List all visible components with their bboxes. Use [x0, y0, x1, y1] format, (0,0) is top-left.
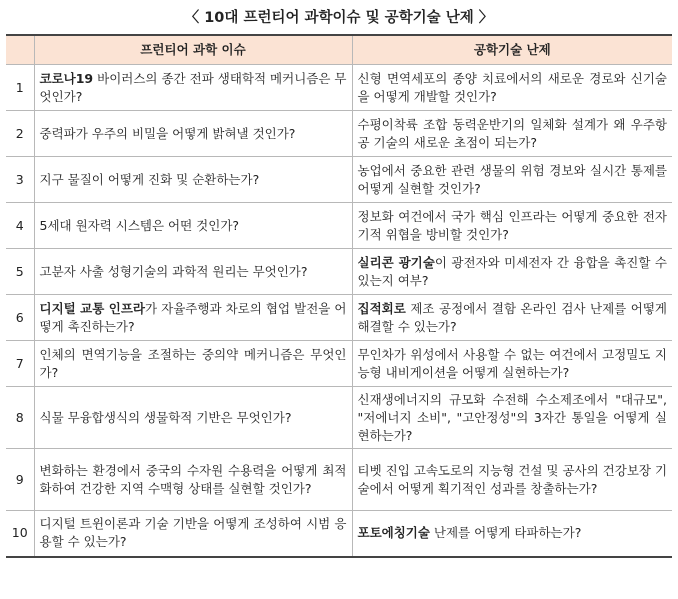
page-title: 〈 10대 프런티어 과학이슈 및 공학기술 난제 〉 — [184, 10, 494, 26]
science-cell — [34, 65, 352, 111]
engineering-bold-term: 실리콘 광기술 — [357, 254, 435, 270]
engineering-cell — [352, 249, 672, 295]
science-text: 가 자율주행과 차로의 협업 발전을 어떻게 촉진하는가? — [39, 300, 347, 334]
engineering-cell — [352, 511, 672, 557]
science-cell — [34, 157, 352, 203]
science-text: 바이러스의 종간 전파 생태학적 메커니즘은 무엇인가? — [39, 70, 347, 104]
engineering-bold-term: 포토에칭기술 — [357, 525, 430, 541]
row-number: 10 — [6, 511, 34, 557]
engineering-text: 신형 면역세포의 종양 치료에서의 새로운 경로와 신기술을 어떻게 개발할 것인가? — [357, 70, 667, 104]
engineering-text: 이 광전자와 미세전자 간 융합을 촉진할 수 있는지 여부? — [357, 254, 667, 288]
engineering-text: 무인차가 위성에서 사용할 수 없는 여건에서 고정밀도 지능형 내비게이션을 어떻게 실현하는가? — [357, 346, 667, 380]
table-row — [6, 111, 672, 157]
row-number: 5 — [6, 249, 34, 295]
table-row — [6, 387, 672, 449]
table-row — [6, 249, 672, 295]
science-text: 인체의 면역기능을 조절하는 중의약 메커니즘은 무엇인가? — [39, 346, 347, 380]
engineering-text: 난제를 어떻게 타파하는가? — [429, 525, 582, 541]
table-row — [6, 341, 672, 387]
table-row — [6, 449, 672, 511]
engineering-cell — [352, 387, 672, 449]
science-text: 중력파가 우주의 비밀을 어떻게 밝혀낼 것인가? — [39, 125, 296, 141]
table-header-row — [6, 35, 672, 65]
engineering-cell — [352, 65, 672, 111]
science-cell — [34, 387, 352, 449]
science-text: 고분자 사출 성형기술의 과학적 원리는 무엇인가? — [39, 263, 308, 279]
engineering-text: 신재생에너지의 규모화 수전해 수소제조에서 "대규모", "저에너지 소비", "고안정성"의 3자간 통일을 어떻게 실현하는가? — [357, 391, 667, 443]
science-cell — [34, 249, 352, 295]
engineering-text: 티벳 진입 고속도로의 지능형 건설 및 공사의 건강보장 기술에서 어떻게 획기적인 성과를 창출하는가? — [357, 462, 668, 496]
science-cell — [34, 295, 352, 341]
science-text: 5세대 원자력 시스템은 어떤 것인가? — [39, 217, 240, 233]
row-number: 3 — [6, 157, 34, 203]
engineering-cell — [352, 203, 672, 249]
science-cell — [34, 203, 352, 249]
row-number: 9 — [6, 449, 34, 511]
engineering-text: 정보화 여건에서 국가 핵심 인프라는 어떻게 중요한 전자기적 위협을 방비할 것인가? — [357, 208, 667, 242]
row-number: 4 — [6, 203, 34, 249]
science-cell — [34, 449, 352, 511]
row-number: 6 — [6, 295, 34, 341]
engineering-cell — [352, 111, 672, 157]
science-text: 식물 무융합생식의 생물학적 기반은 무엇인가? — [39, 409, 292, 425]
table-row — [6, 295, 672, 341]
science-text: 지구 물질이 어떻게 진화 및 순환하는가? — [39, 171, 260, 187]
row-number: 2 — [6, 111, 34, 157]
table-row — [6, 65, 672, 111]
engineering-text: 수평이착륙 조합 동력운반기의 일체화 설계가 왜 우주항공 기술의 새로운 초점이 되는가? — [357, 116, 667, 150]
header-science: 프런티어 과학 이슈 — [34, 35, 352, 65]
engineering-cell — [352, 157, 672, 203]
table-row — [6, 511, 672, 557]
row-number: 7 — [6, 341, 34, 387]
science-bold-term: 코로나19 — [39, 70, 94, 86]
engineering-text: 농업에서 중요한 관련 생물의 위험 경보와 실시간 통제를 어떻게 실현할 것인가? — [357, 162, 667, 196]
issues-table — [6, 34, 672, 558]
engineering-bold-term: 집적회로 — [357, 300, 406, 316]
science-cell — [34, 511, 352, 557]
science-cell — [34, 341, 352, 387]
science-text: 디지털 트윈이론과 기술 기반을 어떻게 조성하여 시범 응용할 수 있는가? — [39, 516, 347, 550]
header-number — [6, 35, 34, 65]
engineering-cell — [352, 449, 672, 511]
row-number: 1 — [6, 65, 34, 111]
engineering-text: 제조 공정에서 결함 온라인 검사 난제를 어떻게 해결할 수 있는가? — [357, 300, 667, 334]
header-engineering: 공학기술 난제 — [352, 35, 672, 65]
science-text: 변화하는 환경에서 중국의 수자원 수용력을 어떻게 최적화하여 건강한 지역 수맥형 상태를 실현할 것인가? — [39, 462, 347, 496]
engineering-cell — [352, 341, 672, 387]
row-number: 8 — [6, 387, 34, 449]
table-row — [6, 157, 672, 203]
science-cell — [34, 111, 352, 157]
table-row — [6, 203, 672, 249]
science-bold-term: 디지털 교통 인프라 — [39, 300, 146, 316]
engineering-cell — [352, 295, 672, 341]
